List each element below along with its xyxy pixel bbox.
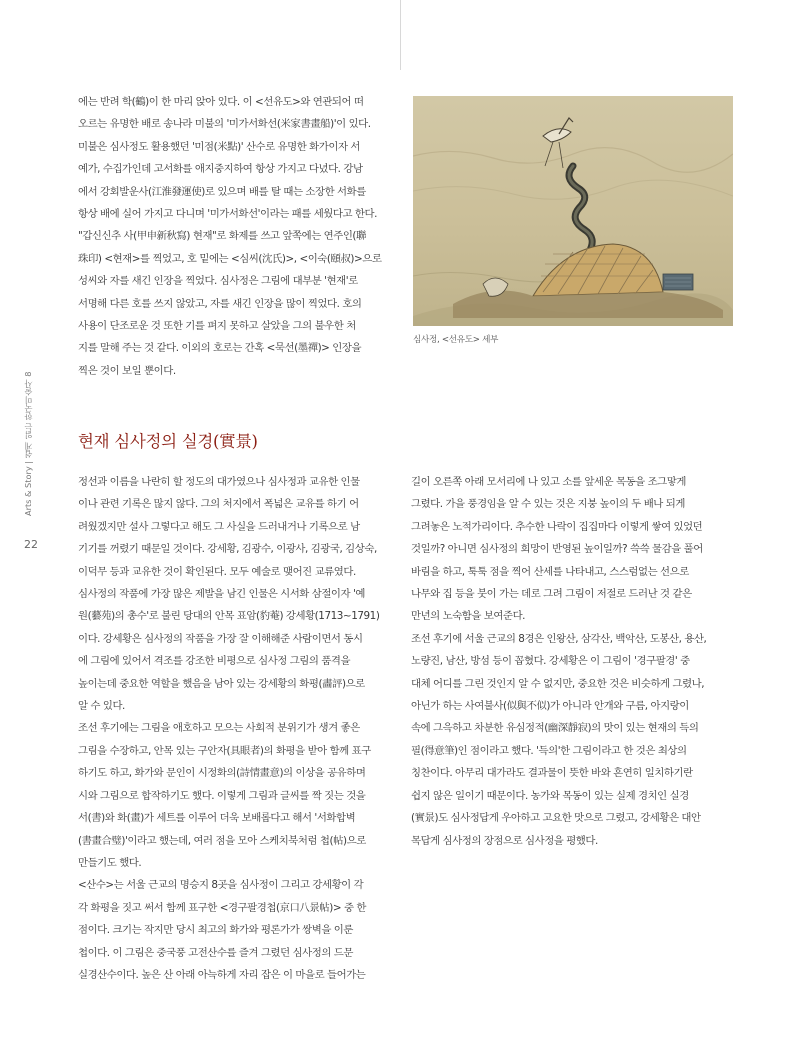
page-number: 22 [24, 538, 38, 551]
running-head-text: Arts & Story | 쉽게 읽는 한국미술사 8 [23, 372, 33, 517]
painting-figure [413, 96, 733, 326]
figure-caption: 심사정, <선유도> 세부 [413, 335, 499, 345]
intro-paragraph: 에는 반려 학(鶴)이 한 마리 앉아 있다. 이 <선유도>와 연관되어 떠 오르는 유명한 배로 송나라 미불의 '미가서화선(米家書畫船)'이 있다. 미불은 심사정도 활용했던 '미점(米點)' 산수로 유명한 화가이자 서 예가, 수집가인데 고서화를 애지중지하여 항상 가지고 다녔다. 강남 에서 강회발운사(江淮發運使)로 있으며 배를 탈 때는 소장한 서화를 항상 배에 실어 가지고 다니며 '미가서화선'이라는 패를 세웠다고 한다. "갑신신추 사(甲申新秋寫) 현재"로 화제를 쓰고 앞쪽에는 연주인(聯 珠印) <현재>를 찍었고, 호 밑에는 <심씨(沈氏)>, <이숙(頤叔)>으로 성씨와 자를 새긴 인장을 찍었다. 심사정은 그림에 대부분 '현재'로 서명해 다른 호를 쓰지 않았고, 자를 새긴 인장을 많이 찍었다. 호의 사용이 단조로운 것 또한 기를 펴지 못하고 살았을 그의 불우한 처 지를 말해 주는 것 같다. 이외의 호로는 간혹 <묵선(墨禪)> 인장을 찍은 것이 보일 뿐이다. [78, 96, 382, 377]
section-title: 현재 심사정의 실경(實景) [78, 432, 258, 451]
body-column-right: 길이 오른쪽 아래 모서리에 나 있고 소를 앞세운 목동을 조그맣게 그렸다. 가을 풍경임을 알 수 있는 것은 지붕 높이의 두 배나 되게 그려놓은 노적가리이다. 추수한 나락이 집집마다 이렇게 쌓여 있었던 것일까? 아니면 심사정의 희망이 반영된 높이일까? 쓱쓱 물감을 풀어 바림을 하고, 툭툭 점을 찍어 산세를 나타내고, 스스럼없는 선으로 나무와 집 등을 붓이 가는 데로 그려 그림이 저절로 드러난 것 같은 만년의 노숙함을 보여준다. 조선 후기에 서울 근교의 8경은 인왕산, 삼각산, 백악산, 도봉산, 용산, 노량진, 남산, 방섬 등이 꼽혔다. 강세황은 이 그림이 '경구팔경' 중 대체 어디를 그린 것인지 알 수 없지만, 중요한 것은 비슷하게 그렸나, 아닌가 하는 사여불사(似與不似)가 아니라 안개와 구름, 아지랑이 속에 그윽하고 차분한 유심정적(幽深靜寂)의 맛이 있는 현재의 득의 필(得意筆)인 점이라고 했다. '득의'한 그림이라고 한 것은 최상의 칭찬이다. 아무리 대가라도 결과물이 뜻한 바와 흔연히 일치하기란 쉽지 않은 일이기 때문이다. 농가와 목동이 있는 실제 경치인 실경 (實景)도 심사정답게 우아하고 고요한 맛으로 그렸고, 강세황은 대안 목답게 심사정의 장점으로 심사정을 평했다. [411, 476, 707, 847]
running-head [22, 372, 36, 532]
gutter-rule [400, 0, 401, 70]
painting-image [413, 96, 733, 326]
body-column-left: 정선과 이름을 나란히 할 정도의 대가였으나 심사정과 교유한 인물 이나 관련 기록은 많지 않다. 그의 처지에서 폭넓은 교유를 하기 어 려웠겠지만 설사 그렇다고 해도 그 사실을 드러내거나 기록으로 남 기기를 꺼렸기 때문일 것이다. 강세황, 김광수, 이광사, 김광국, 김상숙, 이덕무 등과 교유한 것이 확인된다. 모두 예술로 맺어진 교류였다. 심사정의 작품에 가장 많은 제발을 남긴 인물은 시서화 삼절이자 '예 원(藝苑)의 총수'로 불린 당대의 안목 표암(豹菴) 강세황(1713~1791) 이다. 강세황은 심사정의 작품을 가장 잘 이해해준 사람이면서 동시 에 그림에 있어서 격조를 강조한 비평으로 심사정 그림의 품격을 높이는데 중요한 역할을 했음을 남아 있는 강세황의 화평(畵評)으로 알 수 있다. 조선 후기에는 그림을 애호하고 모으는 사회적 분위기가 생겨 좋은 그림을 수장하고, 안목 있는 구안자(具眼者)의 화평을 받아 함께 표구 하기도 하고, 화가와 문인이 시정화의(詩情畫意)의 이상을 공유하며 시와 그림으로 합작하기도 했다. 이렇게 그림과 글씨를 짝 짓는 것을 서(書)와 화(畫)가 세트를 이루어 더욱 보배롭다고 해서 '서화합벽 (書畫合璧)'이라고 했는데, 여러 점을 모아 스케치북처럼 첩(帖)으로 만들기도 했다. <산수>는 서울 근교의 명승지 8곳을 심사정이 그리고 강세황이 각 각 화평을 짓고 써서 함께 표구한 <경구팔경첩(京口八景帖)> 중 한 점이다. 크기는 작지만 당시 최고의 화가와 평론가가 쌍벽을 이룬 첩이다. 이 그림은 중국풍 고전산수를 즐겨 그렸던 심사정의 드문 실경산수이다. 높은 산 아래 아늑하게 자리 잡은 이 마을로 들어가는 [78, 476, 380, 981]
